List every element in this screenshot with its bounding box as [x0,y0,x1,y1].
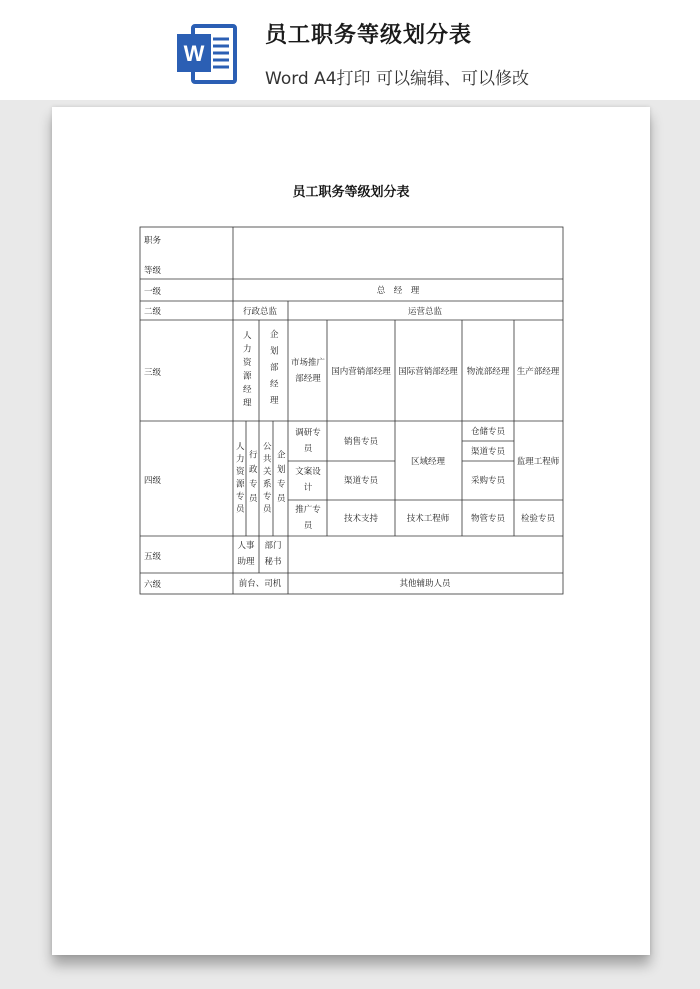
planning-specialist-cell: 企划专员 [275,450,286,508]
copywriting-cell: 文案设计 [295,466,321,493]
domestic-sales-manager-cell: 国内营销部经理 [331,367,391,377]
planning-manager-cell: 企划部经理 [268,329,279,413]
app-subtitle: Word A4打印 可以编辑、可以修改 [265,69,529,89]
research-specialist-cell: 调研专员 [295,427,321,454]
production-manager-cell: 生产部经理 [516,367,560,377]
operations-director-cell: 运营总监 [407,307,443,317]
tech-engineer-cell: 技术工程师 [406,514,450,524]
marketing-manager-cell: 市场推广部经理 [291,357,326,384]
sales-specialist-cell: 销售专员 [343,437,379,447]
admin-specialist-cell: 行政专员 [247,450,258,508]
channel-specialist-logistics-cell: 渠道专员 [470,447,506,457]
hr-specialist-cell: 人力资源专员 [234,441,245,517]
corner-level-label: 等级 [144,266,162,276]
logistics-manager-cell: 物流部经理 [466,367,510,377]
general-manager-cell: 总 经 理 [376,286,420,296]
hr-assistant-cell: 人事助理 [237,540,255,567]
level-label-4: 四级 [144,476,162,486]
document-page [52,107,650,955]
level-label-6: 六级 [144,580,162,590]
channel-specialist-cell: 渠道专员 [343,476,379,486]
regional-manager-cell: 区域经理 [410,457,446,467]
level-label-2: 二级 [144,307,162,317]
reception-driver-cell: 前台、司机 [238,579,282,589]
tech-support-cell: 技术支持 [343,514,379,524]
page-header [0,0,700,100]
level-label-3: 三级 [144,368,162,378]
pr-specialist-cell: 公共关系专员 [261,441,272,517]
inspection-specialist-cell: 检验专员 [520,514,556,524]
department-secretary-cell: 部门秘书 [264,540,282,567]
supervising-engineer-cell: 监理工程师 [516,457,560,467]
level-label-1: 一级 [144,287,162,297]
app-title: 员工职务等级划分表 [265,23,473,48]
purchasing-specialist-cell: 采购专员 [470,476,506,486]
table-grid-lines [52,107,650,955]
level-label-5: 五级 [144,552,162,562]
document-title: 员工职务等级划分表 [292,185,410,200]
promotion-specialist-cell: 推广专员 [295,504,321,531]
hr-manager-cell: 人力资源经理 [241,330,252,412]
logistics-supervisor-cell: 物管专员 [470,514,506,524]
word-icon-letter: W [183,41,205,66]
international-sales-manager-cell: 国际营销部经理 [398,367,458,377]
corner-duty-label: 职务 [144,236,162,246]
word-icon [175,22,239,86]
other-support-staff-cell: 其他辅助人员 [399,579,451,589]
admin-director-cell: 行政总监 [242,307,278,317]
warehouse-specialist-cell: 仓储专员 [470,427,506,437]
